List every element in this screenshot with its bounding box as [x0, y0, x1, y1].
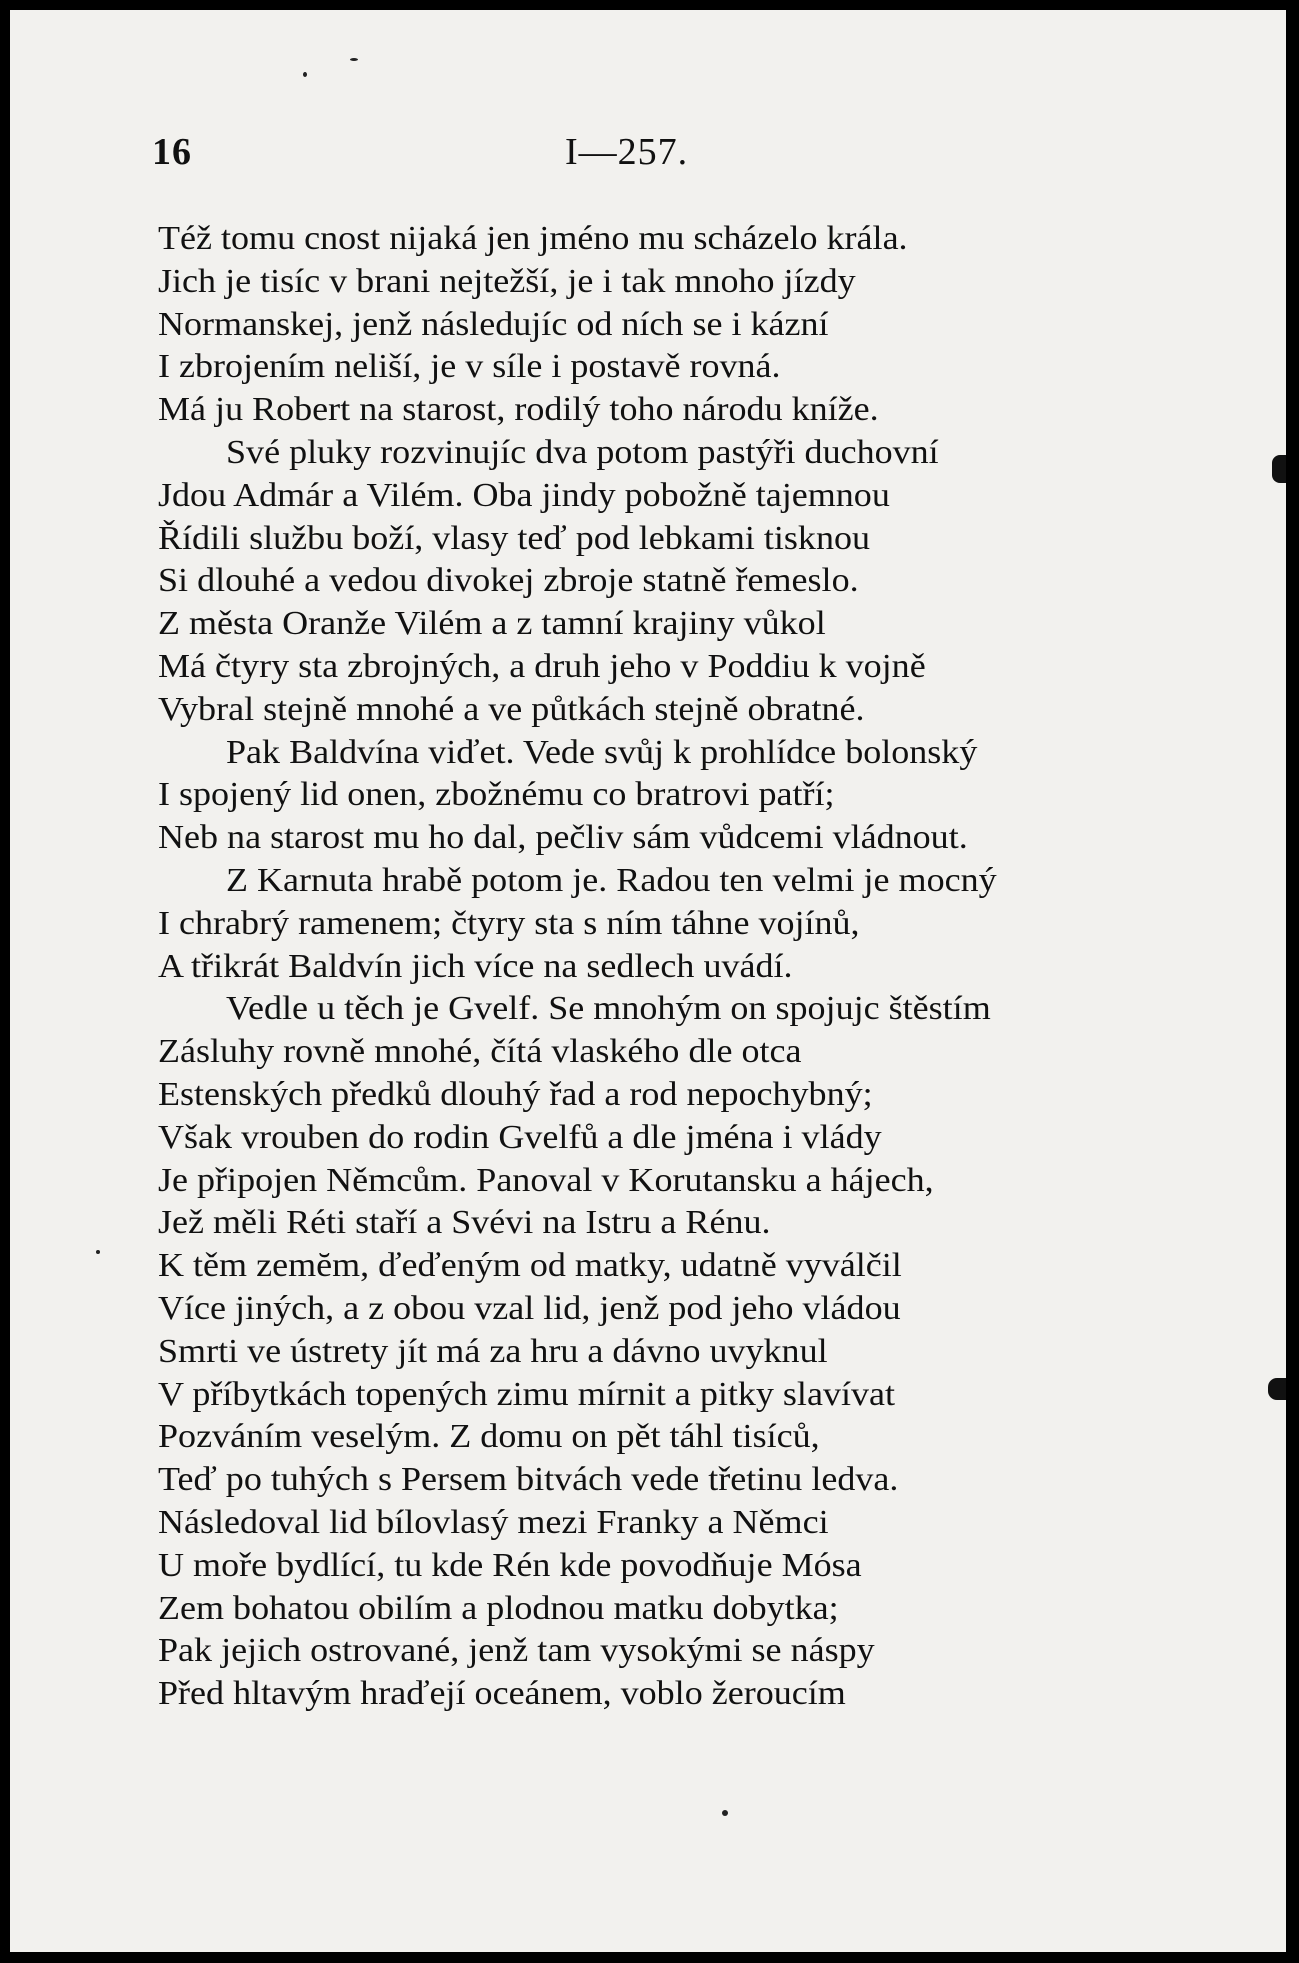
poem-line: I chrabrý ramenem; čtyry sta s ním táhne vojínů, — [158, 904, 860, 942]
poem-line: Z města Oranže Vilém a z tamní krajiny vůkol — [158, 605, 826, 643]
poem-line: Neb na starost mu ho dal, pečliv sám vůdcemi vládnout. — [158, 819, 968, 857]
book-page — [10, 10, 1286, 1952]
print-speck — [350, 58, 358, 61]
poem-line: I zbrojením neliší, je v síle i postavě rovná. — [158, 348, 781, 386]
poem-text — [10, 218, 1286, 1716]
poem-line: A třikrát Baldvín jich více na sedlech uvádí. — [158, 947, 793, 985]
print-speck — [722, 1810, 728, 1816]
poem-line: V příbytkách topených zimu mírnit a pitky slavívat — [158, 1375, 896, 1413]
page-header — [10, 130, 1286, 180]
poem-line: Však vrouben do rodin Gvelfů a dle jména i vlády — [158, 1118, 882, 1156]
poem-line: Vedle u těch je Gvelf. Se mnohým on spojujc štěstím — [226, 990, 991, 1028]
poem-line: Pozváním veselým. Z domu on pět táhl tisíců, — [158, 1418, 820, 1456]
poem-line: Je připojen Němcům. Panoval v Korutansku a hájech, — [158, 1161, 934, 1199]
poem-line: Jež měli Réti staří a Svévi na Istru a Rénu. — [158, 1204, 771, 1242]
poem-line: Následoval lid bílovlasý mezi Franky a Němci — [158, 1503, 829, 1541]
poem-line: Smrti ve ústrety jít má za hru a dávno uvyknul — [158, 1332, 828, 1370]
poem-line: Teď po tuhých s Persem bitvách vede třetinu ledva. — [158, 1461, 899, 1499]
print-speck — [303, 72, 307, 77]
poem-line: Estenských předků dlouhý řad a rod nepochybný; — [158, 1075, 873, 1113]
poem-line: Z Karnuta hrabě potom je. Radou ten velmi je mocný — [226, 861, 997, 899]
poem-line: Řídili službu boží, vlasy teď pod lebkami tisknou — [158, 519, 871, 557]
poem-line: U moře bydlící, tu kde Rén kde povodňuje Mósa — [158, 1546, 862, 1584]
poem-line: K těm zemĕm, ďeďeným od matky, udatně vyválčil — [158, 1247, 902, 1285]
poem-line: Před hltavým hraďejí oceánem, voblo žeroucím — [158, 1675, 846, 1713]
signature-mark: I—257. — [565, 131, 689, 173]
poem-line: Normanskej, jenž následujíc od ních se i kázní — [158, 305, 829, 343]
poem-line: Též tomu cnost nijaká jen jméno mu scházelo krála. — [158, 220, 908, 257]
poem-line: Pak jejich ostrované, jenž tam vysokými se náspy — [158, 1632, 875, 1670]
poem-line: Vybral stejně mnohé a ve půtkách stejně obratné. — [158, 690, 865, 728]
page-number: 16 — [152, 131, 192, 173]
poem-line: Zem bohatou obilím a plodnou matku dobytka; — [158, 1589, 839, 1627]
poem-line: Více jiných, a z obou vzal lid, jenž pod jeho vládou — [158, 1289, 901, 1327]
poem-line: Jich je tisíc v brani nejtežší, je i tak mnoho jízdy — [158, 262, 856, 300]
poem-line: Jdou Admár a Vilém. Oba jindy pobožně tajemnou — [158, 476, 890, 514]
poem-line: Pak Baldvína viďet. Vede svůj k prohlídce bolonský — [226, 733, 978, 771]
poem-line: Zásluhy rovně mnohé, čítá vlaského dle otca — [158, 1033, 802, 1071]
poem-line: Si dlouhé a vedou divokej zbroje statně řemeslo. — [158, 562, 859, 600]
poem-line: Má čtyry sta zbrojných, a druh jeho v Poddiu k vojně — [158, 647, 926, 685]
poem-line: Své pluky rozvinujíc dva potom pastýři duchovní — [226, 433, 939, 471]
poem-line: Má ju Robert na starost, rodilý toho národu kníže. — [158, 391, 879, 429]
poem-line: I spojený lid onen, zbožnému co bratrovi patří; — [158, 776, 835, 814]
